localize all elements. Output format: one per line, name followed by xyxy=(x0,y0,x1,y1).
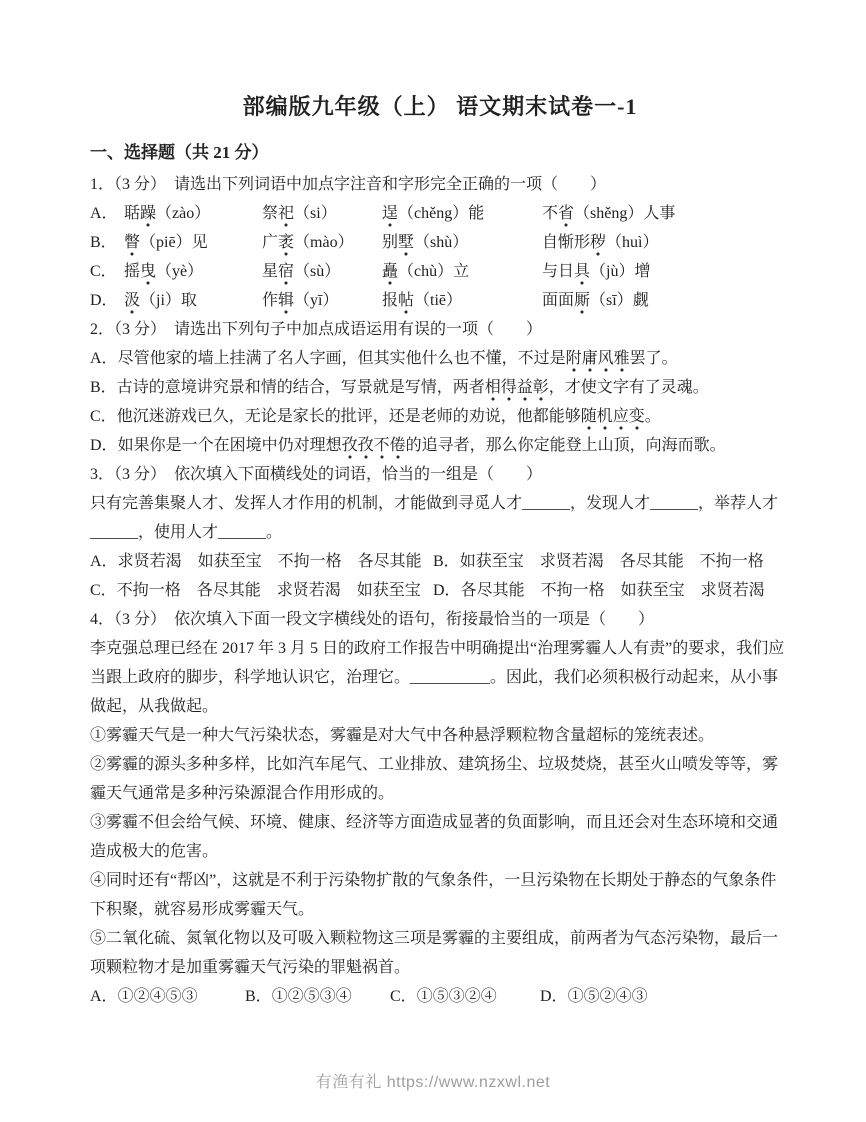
q2-option-d xyxy=(90,431,790,460)
sentence-post: ，才使文字有了灵魂。 xyxy=(548,379,709,396)
phrase-pre: 不 xyxy=(542,205,559,222)
q1-option-d xyxy=(90,286,790,315)
word-phrase xyxy=(542,228,790,257)
sentence-pre: 古诗的意境讲究景和情的结合，写景就是写情，两者 xyxy=(116,379,485,396)
option-label: D． xyxy=(90,292,118,309)
phrase-pre: 摇 xyxy=(124,263,141,280)
option-label: A． xyxy=(90,350,118,367)
phrase-pinyin: （shěng）人事 xyxy=(574,205,676,222)
option-label: B． xyxy=(433,553,460,570)
q4-item-4: ④同时还有“帮凶”，这就是不利于污染物扩散的气象条件，一旦污染物在长期处于静态的气象条件下积聚，就容易形成雾霾天气。 xyxy=(90,872,777,918)
q4-item-3: ③雾霾不但会给气候、环境、健康、经济等方面造成显著的负面影响，而且还会对生态环境和交通造成极大的危害。 xyxy=(90,814,779,860)
dotted-char: 辑 xyxy=(278,292,294,315)
dotted-char: 曳 xyxy=(140,263,156,286)
word-phrase xyxy=(262,286,382,315)
dotted-char: 具 xyxy=(574,263,590,286)
option-label: B． xyxy=(245,988,272,1005)
option-text: ①⑤③②④ xyxy=(416,988,497,1005)
dotted-char: 袤 xyxy=(278,234,294,257)
q3-option-d xyxy=(433,576,790,605)
word-phrase xyxy=(124,257,262,286)
q3-passage: 只有完善集聚人才、发挥人才作用的机制，才能做到寻觅人才______，发现人才______，举荐人才______，使用人才______。 xyxy=(90,495,779,541)
option-text: 如获至宝 求贤若渴 各尽其能 不拘一格 xyxy=(459,553,764,570)
option-label: A． xyxy=(90,205,118,222)
dotted-char: 汲 xyxy=(124,292,140,315)
word-phrase xyxy=(124,228,262,257)
dotted-char: 矗 xyxy=(382,263,398,286)
phrase-pinyin: （chěng）能 xyxy=(398,205,485,222)
phrase-pinyin: （mào） xyxy=(294,234,354,251)
sentence-post: 的追寻者，那么你定能登上山顶，向海而歌。 xyxy=(405,437,726,454)
word-phrase xyxy=(262,228,382,257)
dotted-char: 省 xyxy=(558,205,574,228)
option-text: 各尽其能 不拘一格 如获至宝 求贤若渴 xyxy=(460,582,765,599)
phrase-pre: 报 xyxy=(382,292,399,309)
q4-item-1: ①雾霾天气是一种大气污染状态，雾霾是对大气中各种悬浮颗粒物含量超标的笼统表述。 xyxy=(90,727,715,744)
phrase-pinyin: （sù） xyxy=(294,263,341,280)
phrase-pinyin: （chù）立 xyxy=(398,263,470,280)
option-text: ①⑤②④③ xyxy=(567,988,648,1005)
word-phrase xyxy=(124,199,262,228)
word-phrase xyxy=(382,228,542,257)
phrase-pinyin: （yī） xyxy=(294,292,339,309)
option-label: D． xyxy=(90,437,118,454)
q3-option-a xyxy=(90,547,433,576)
q3-option-b xyxy=(433,547,790,576)
phrase-pre: 面面 xyxy=(542,292,575,309)
word-phrase xyxy=(542,199,790,228)
option-text: 不拘一格 各尽其能 求贤若渴 如获至宝 xyxy=(116,582,421,599)
q2-stem: 2．（3 分） 请选出下列句子中加点成语运用有误的一项（ ） xyxy=(90,321,543,338)
section-header: 一、选择题（共 21 分） xyxy=(90,143,269,162)
dotted-char: 祀 xyxy=(278,205,294,228)
sentence-pre: 他沉迷游戏已久，无论是家长的批评，还是老师的劝说，他都能够 xyxy=(116,408,581,425)
q1-option-b xyxy=(90,228,790,257)
option-text: ①②⑤③④ xyxy=(271,988,352,1005)
q4-option-a xyxy=(90,982,245,1011)
q1-stem: 1．（3 分） 请选出下列词语中加点字注音和字形完全正确的一项（ ） xyxy=(90,176,607,193)
dotted-char: 厮 xyxy=(574,292,590,315)
q3-option-c xyxy=(90,576,433,605)
q2-option-a xyxy=(90,344,790,373)
option-label: D． xyxy=(433,582,461,599)
phrase-pinyin: （piē）见 xyxy=(140,234,208,251)
dotted-char: 墅 xyxy=(398,234,414,257)
phrase-pinyin: （yè） xyxy=(156,263,204,280)
word-phrase xyxy=(542,286,790,315)
option-label: A． xyxy=(90,988,118,1005)
word-phrase xyxy=(382,257,542,286)
option-label: D． xyxy=(540,988,568,1005)
dotted-char: 秽 xyxy=(590,234,606,257)
option-text: 求贤若渴 如获至宝 不拘一格 各尽其能 xyxy=(117,553,422,570)
phrase-pre: 与日 xyxy=(542,263,575,280)
option-label: A． xyxy=(90,553,118,570)
phrase-pre: 自惭形 xyxy=(542,234,591,251)
phrase-pre: 作 xyxy=(262,292,279,309)
phrase-pre: 星 xyxy=(262,263,279,280)
dotted-idiom: 附庸风雅 xyxy=(566,350,630,373)
q4-options xyxy=(90,982,790,1011)
phrase-pinyin: （zào） xyxy=(156,205,211,222)
phrase-pinyin: （tiē） xyxy=(414,292,463,309)
dotted-idiom: 随机应变 xyxy=(581,408,645,431)
page-title: 部编版九年级（上） 语文期末试卷一-1 xyxy=(242,94,638,119)
dotted-char: 宿 xyxy=(278,263,294,286)
q3-stem: 3．（3 分） 依次填入下面横线处的词语，恰当的一组是（ ） xyxy=(90,466,543,483)
option-text: ①②④⑤③ xyxy=(117,988,198,1005)
q2-option-b xyxy=(90,373,790,402)
q2-option-c xyxy=(90,402,790,431)
word-phrase xyxy=(262,257,382,286)
dotted-char: 躁 xyxy=(140,205,156,228)
sentence-post: 。 xyxy=(644,408,661,425)
sentence-pre: 如果你是一个在困境中仍对理想 xyxy=(117,437,342,454)
option-label: C． xyxy=(390,988,417,1005)
option-label: B． xyxy=(90,379,117,396)
phrase-pinyin: （si） xyxy=(294,205,337,222)
dotted-idiom: 相得益彰 xyxy=(485,379,549,402)
phrase-pinyin: （sī）觑 xyxy=(590,292,649,309)
dotted-char: 逞 xyxy=(382,205,398,228)
phrase-pinyin: （ji）取 xyxy=(140,292,197,309)
sentence-post: 罢了。 xyxy=(629,350,678,367)
q4-option-c xyxy=(390,982,540,1011)
footer-watermark: 有渔有礼 https://www.nzxwl.net xyxy=(315,1074,551,1091)
phrase-pinyin: （jù）增 xyxy=(590,263,651,280)
q3-options xyxy=(90,547,790,605)
word-phrase xyxy=(262,199,382,228)
option-label: C． xyxy=(90,408,117,425)
option-label: C． xyxy=(90,263,117,280)
phrase-pinyin: （huì） xyxy=(606,234,659,251)
phrase-pinyin: （shù） xyxy=(414,234,469,251)
q1-option-c xyxy=(90,257,790,286)
word-phrase xyxy=(382,286,542,315)
q1-option-a xyxy=(90,199,790,228)
q4-option-d xyxy=(540,982,790,1011)
option-label: C． xyxy=(90,582,117,599)
word-phrase xyxy=(542,257,790,286)
phrase-pre: 广 xyxy=(262,234,279,251)
option-label: B． xyxy=(90,234,117,251)
phrase-pre: 别 xyxy=(382,234,399,251)
phrase-pre: 聒 xyxy=(124,205,141,222)
q4-passage: 李克强总理已经在 2017 年 3 月 5 日的政府工作报告中明确提出“治理雾霾人人有责”的要求，我们应当跟上政府的脚步，科学地认识它，治理它。__________。因此，我们必须积极行动起来，从小事做起，从我做起。 xyxy=(90,640,785,715)
dotted-idiom: 孜孜不倦 xyxy=(342,437,406,460)
q4-stem: 4．（3 分） 依次填入下面一段文字横线处的语句，衔接最恰当的一项是（ ） xyxy=(90,611,655,628)
sentence-pre: 尽管他家的墙上挂满了名人字画，但其实他什么也不懂，不过是 xyxy=(117,350,566,367)
word-phrase xyxy=(382,199,542,228)
q4-item-5: ⑤二氧化硫、氮氧化物以及可吸入颗粒物这三项是雾霾的主要组成，前两者为气态污染物，最后一项颗粒物才是加重雾霾天气污染的罪魁祸首。 xyxy=(90,930,779,976)
word-phrase xyxy=(124,286,262,315)
q4-option-b xyxy=(245,982,390,1011)
dotted-char: 瞥 xyxy=(124,234,140,257)
dotted-char: 帖 xyxy=(398,292,414,315)
q4-item-2: ②雾霾的源头多种多样，比如汽车尾气、工业排放、建筑扬尘、垃圾焚烧，甚至火山喷发等等，雾霾天气通常是多种污染源混合作用形成的。 xyxy=(90,756,779,802)
phrase-pre: 祭 xyxy=(262,205,279,222)
